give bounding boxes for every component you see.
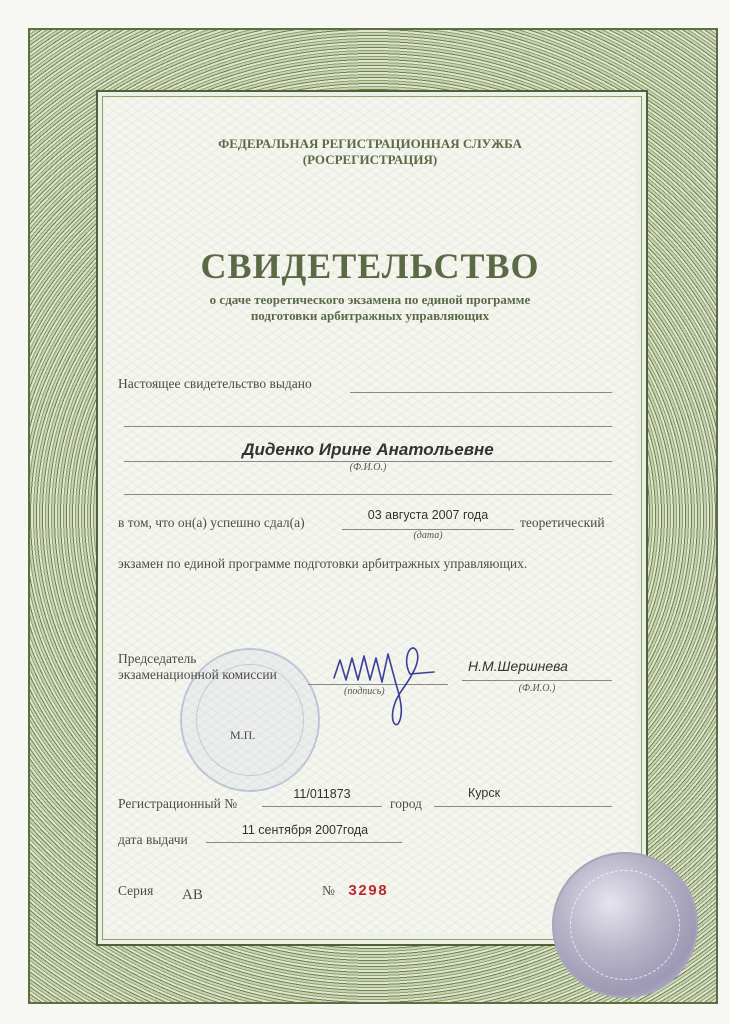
signature-caption: (подпись) xyxy=(344,686,385,697)
issued-to-label: Настоящее свидетельство выдано xyxy=(118,376,312,391)
agency-abbrev: (РОСРЕГИСТРАЦИЯ) xyxy=(302,152,438,167)
registration-number-line xyxy=(262,806,382,807)
registration-label: Регистрационный № xyxy=(118,796,238,811)
issue-date-label: дата выдачи xyxy=(118,832,188,847)
document-subtitle-line2: подготовки арбитражных управляющих xyxy=(250,308,490,323)
agency-name: ФЕДЕРАЛЬНАЯ РЕГИСТРАЦИОННАЯ СЛУЖБА xyxy=(218,136,522,151)
issue-date-line xyxy=(206,842,402,843)
series-value: АВ xyxy=(182,887,203,903)
exam-date: 03 августа 2007 года xyxy=(367,508,489,522)
exam-label-before: в том, что он(а) успешно сдал(а) xyxy=(118,515,305,530)
chairman-label-line2: экзаменационной комиссии xyxy=(118,667,277,682)
hologram-sticker xyxy=(552,852,698,998)
document-title: СВИДЕТЕЛЬСТВО xyxy=(200,246,540,286)
issue-date: 11 сентября 2007года xyxy=(241,823,369,837)
chairman-name: Н.М.Шершнева xyxy=(468,658,568,674)
blank-line xyxy=(124,494,612,495)
city-value: Курск xyxy=(468,786,501,800)
recipient-name: Диденко Ирине Анатольевне xyxy=(242,440,494,459)
series-label: Серия xyxy=(118,883,154,898)
exam-program-text: экзамен по единой программе подготовки арбитражных управляющих. xyxy=(118,556,528,571)
chairman-label-line1: Председатель xyxy=(118,651,197,666)
city-line xyxy=(434,806,612,807)
chairman-name-caption: (Ф.И.О.) xyxy=(518,683,556,694)
chairman-name-line xyxy=(462,680,612,681)
exam-date-caption: (дата) xyxy=(413,530,443,541)
document-subtitle-line1: о сдаче теоретического экзамена по единой программе xyxy=(209,292,531,307)
serial-number: 3298 xyxy=(348,883,389,900)
handwritten-signature xyxy=(326,640,446,730)
city-label: город xyxy=(390,796,422,811)
seal-place-label: М.П. xyxy=(230,728,256,742)
number-label: № xyxy=(322,883,335,898)
issued-to-line xyxy=(350,392,612,393)
blank-line xyxy=(124,426,612,427)
name-caption: (Ф.И.О.) xyxy=(349,462,387,473)
registration-number: 11/011873 xyxy=(293,787,351,801)
exam-label-after: теоретический xyxy=(520,515,605,530)
